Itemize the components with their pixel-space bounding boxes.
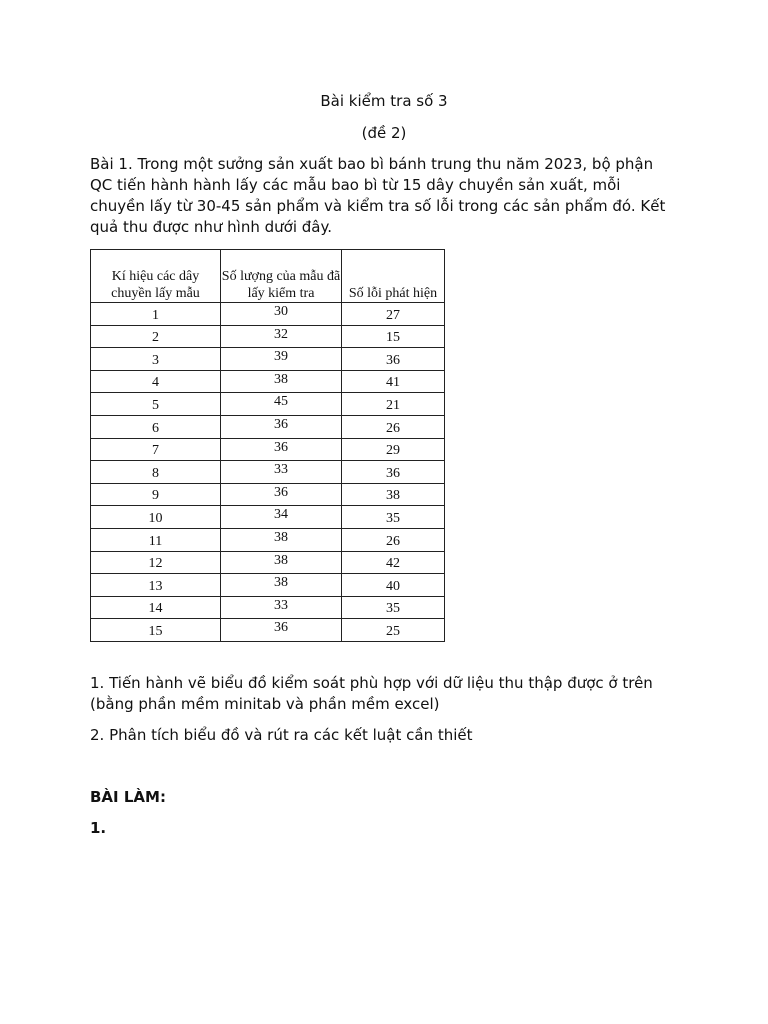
cell-defect-count: 26 [342, 415, 445, 438]
cell-line-id: 15 [91, 619, 221, 642]
problem-statement: Bài 1. Trong một sưởng sản xuất bao bì bánh trung thu năm 2023, bộ phận QC tiến hành hành lấy các mẫu bao bì từ 15 dây chuyền sản xuất, mỗi chuyền lấy từ 30-45 sản phẩm và kiểm tra số lỗi trong các sản phẩm đó. Kết quả thu được như hình dưới đây. [90, 155, 666, 236]
cell-sample-size: 38 [221, 551, 342, 574]
cell-line-id: 7 [91, 438, 221, 461]
table-row [91, 483, 445, 506]
cell-defect-count: 21 [342, 393, 445, 416]
cell-line-id: 3 [91, 348, 221, 371]
table-row [91, 438, 445, 461]
table-row [91, 303, 445, 326]
cell-defect-count: 38 [342, 483, 445, 506]
table-row [91, 528, 445, 551]
cell-sample-size: 38 [221, 574, 342, 597]
table-row [91, 506, 445, 529]
cell-line-id: 1 [91, 303, 221, 326]
cell-line-id: 4 [91, 370, 221, 393]
cell-line-id: 11 [91, 528, 221, 551]
cell-defect-count: 35 [342, 506, 445, 529]
cell-sample-size: 32 [221, 325, 342, 348]
cell-line-id: 12 [91, 551, 221, 574]
cell-defect-count: 26 [342, 528, 445, 551]
cell-sample-size: 30 [221, 303, 342, 326]
cell-defect-count: 40 [342, 574, 445, 597]
table-row [91, 415, 445, 438]
table-row [91, 619, 445, 642]
cell-sample-size: 38 [221, 370, 342, 393]
cell-defect-count: 41 [342, 370, 445, 393]
cell-defect-count: 15 [342, 325, 445, 348]
cell-defect-count: 36 [342, 348, 445, 371]
question-2: 2. Phân tích biểu đồ và rút ra các kết luật cần thiết [90, 726, 473, 744]
cell-sample-size: 36 [221, 438, 342, 461]
question-1: 1. Tiến hành vẽ biểu đồ kiểm soát phù hợp với dữ liệu thu thập được ở trên (bằng phần mềm minitab và phần mềm excel) [90, 674, 653, 713]
table-header-row [91, 250, 445, 303]
cell-sample-size: 45 [221, 393, 342, 416]
document-title: Bài kiểm tra số 3 [320, 92, 448, 110]
table-row [91, 574, 445, 597]
cell-sample-size: 38 [221, 528, 342, 551]
cell-sample-size: 36 [221, 619, 342, 642]
table-row [91, 348, 445, 371]
cell-sample-size: 34 [221, 506, 342, 529]
defect-data-table [90, 249, 445, 642]
cell-sample-size: 33 [221, 596, 342, 619]
header-defect-count: Số lỗi phát hiện [342, 250, 445, 303]
cell-line-id: 5 [91, 393, 221, 416]
answer-heading: BÀI LÀM: [90, 788, 166, 806]
table-row [91, 461, 445, 484]
cell-sample-size: 33 [221, 461, 342, 484]
cell-line-id: 14 [91, 596, 221, 619]
cell-defect-count: 35 [342, 596, 445, 619]
cell-line-id: 13 [91, 574, 221, 597]
table-row [91, 370, 445, 393]
cell-defect-count: 25 [342, 619, 445, 642]
cell-sample-size: 39 [221, 348, 342, 371]
table-row [91, 551, 445, 574]
table-row [91, 325, 445, 348]
cell-defect-count: 27 [342, 303, 445, 326]
cell-line-id: 9 [91, 483, 221, 506]
cell-defect-count: 29 [342, 438, 445, 461]
header-line-id: Kí hiệu các dây chuyền lấy mẫu [91, 250, 221, 303]
cell-defect-count: 36 [342, 461, 445, 484]
cell-line-id: 2 [91, 325, 221, 348]
cell-sample-size: 36 [221, 415, 342, 438]
cell-line-id: 6 [91, 415, 221, 438]
cell-line-id: 10 [91, 506, 221, 529]
cell-defect-count: 42 [342, 551, 445, 574]
header-sample-size: Số lượng của mẫu đã lấy kiểm tra [221, 250, 342, 303]
table-row [91, 393, 445, 416]
answer-item-1: 1. [90, 819, 107, 837]
cell-line-id: 8 [91, 461, 221, 484]
document-subtitle: (đề 2) [361, 124, 407, 142]
table-row [91, 596, 445, 619]
cell-sample-size: 36 [221, 483, 342, 506]
table-body [91, 303, 445, 642]
